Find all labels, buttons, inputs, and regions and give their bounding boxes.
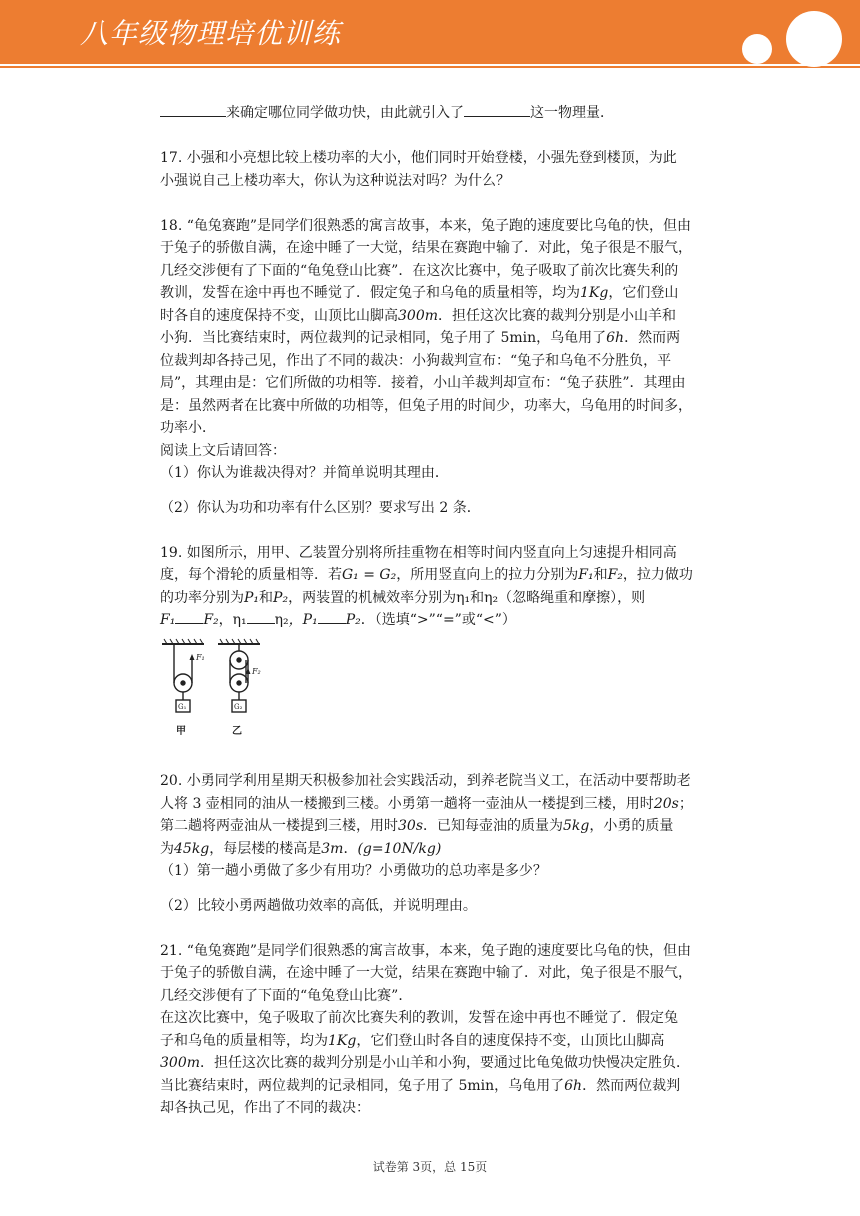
q17-line: 17. 小强和小亮想比较上楼功率的大小，他们同时开始登楼，小强先登到楼顶，为此 xyxy=(160,150,677,166)
page-content xyxy=(160,102,725,1120)
q21-line: 于兔子的骄傲自满，在途中睡了一大觉，结果在赛跑中输了．对此，兔子很是不服气， xyxy=(160,965,692,981)
text: 第二趟将两壶油从一楼提到三楼，用时 xyxy=(160,818,398,834)
q18-line: 位裁判却各持己见，作出了不同的裁决：小狗裁判宣布：“兔子和乌龟不分胜负，平 xyxy=(160,352,672,369)
math: 20s xyxy=(653,795,679,812)
text: 和 xyxy=(259,589,274,606)
question-17 xyxy=(160,147,725,192)
text: 子和乌龟的质量相等，均为 xyxy=(160,1032,328,1049)
page-footer: 试卷第 3页，总 15页 xyxy=(372,1160,488,1174)
pulley-system-jia xyxy=(174,644,192,712)
question-21 xyxy=(160,940,725,1120)
text: ．（选填“>”“=”或“<”） xyxy=(360,612,516,628)
math: 5kg xyxy=(563,818,590,834)
q20-sub-1: （1）第一趟小勇做了多少有用功？小勇做功的总功率是多少？ xyxy=(160,863,547,879)
header-large-circle xyxy=(786,11,842,67)
math: 45kg xyxy=(174,840,210,857)
text: 度，每个滑轮的质量相等．若 xyxy=(160,567,342,583)
q19-line xyxy=(160,564,725,587)
math: P₂ xyxy=(273,589,289,606)
text: η₂ xyxy=(274,612,289,628)
math: P₁ xyxy=(244,589,260,606)
text: 为 xyxy=(160,840,174,857)
q21-line xyxy=(160,1075,725,1098)
text: ．担任这次比赛的裁判分别是小山羊和小狗，要通过比龟兔做功快慢决定胜负． xyxy=(200,1055,690,1071)
math: F₂ xyxy=(607,567,623,583)
q21-line: 几经交涉便有了下面的“龟兔登山比赛”． xyxy=(160,987,413,1004)
text: ，η₁ xyxy=(218,612,247,628)
q19-line: 19. 如图所示，用甲、乙装置分别将所挂重物在相等时间内竖直向上匀速提升相同高 xyxy=(160,544,677,561)
answer-blank xyxy=(318,609,346,624)
answer-blank xyxy=(464,102,530,117)
label-g1: G₁ xyxy=(178,702,187,711)
pulley-diagram xyxy=(160,638,280,742)
q18-line: 是：虽然两者在比赛中所做的功相等，但兔子用的时间少，功率大，乌龟用的时间多， xyxy=(160,397,692,414)
q20-line xyxy=(160,793,725,816)
text: 小狗．当比赛结束时，两位裁判的记录相同，兔子用了 5min，乌龟用了 xyxy=(160,330,607,346)
q21-line: 在这次比赛中，兔子吸取了前次比赛失利的教训，发誓在途中再也不睡觉了．假定兔 xyxy=(160,1010,678,1026)
text: 人将 3 壶相同的油从一楼搬到三楼。小勇第一趟将一壶油从一楼提到三楼，用时 xyxy=(160,795,654,812)
math: F₁ xyxy=(160,612,176,628)
math: P₂ xyxy=(345,612,361,628)
text: 教训，发誓在途中再也不睡觉了．假定兔子和乌龟的质量相等，均为 xyxy=(160,285,580,301)
q18-line: 18. “龟兔赛跑”是同学们很熟悉的寓言故事，本来，兔子跑的速度要比乌龟的快，但由 xyxy=(160,217,692,234)
text: 时各自的速度保持不变，山顶比山脚高 xyxy=(160,307,398,324)
q16-tail xyxy=(160,102,725,125)
q18-line: 功率小． xyxy=(160,420,216,436)
q18-sub-1: （1）你认为谁裁决得对？并简单说明其理由． xyxy=(160,465,449,481)
q20-sub-2: （2）比较小勇两趟做功效率的高低，并说明理由。 xyxy=(160,897,477,914)
q18-line xyxy=(160,282,725,305)
q21-line: 21. “龟兔赛跑”是同学们很熟悉的寓言故事，本来，兔子跑的速度要比乌龟的快，但由 xyxy=(160,942,692,959)
header-underline xyxy=(0,66,860,68)
text: ，每层楼的楼高是 xyxy=(209,840,322,857)
ceiling-yi xyxy=(218,639,260,644)
question-19 xyxy=(160,542,725,742)
q19-line xyxy=(160,609,725,632)
text: ； xyxy=(678,795,693,812)
label-jia: 甲 xyxy=(176,725,186,737)
math: 300m xyxy=(398,307,438,324)
answer-blank xyxy=(247,609,275,624)
question-20 xyxy=(160,770,725,917)
q19-line xyxy=(160,587,725,610)
label-yi: 乙 xyxy=(232,725,242,737)
math: ，P₁ xyxy=(288,612,318,628)
math: 1Kg xyxy=(580,285,609,301)
ceiling-jia xyxy=(162,639,204,644)
math: 6h xyxy=(606,330,625,346)
math: 3m xyxy=(321,840,344,857)
text: 当比赛结束时，两位裁判的记录相同，兔子用了 5min，乌龟用了 xyxy=(160,1077,565,1094)
math: F₂ xyxy=(203,612,219,628)
q18-line: 于兔子的骄傲自满，在途中睡了一大觉，结果在赛跑中输了．对此，兔子很是不服气， xyxy=(160,240,692,256)
label-f2: F₂ xyxy=(252,666,261,676)
q20-line xyxy=(160,838,725,861)
math: 300m xyxy=(160,1055,200,1071)
q20-line: 20. 小勇同学利用星期天积极参加社会实践活动，到养老院当义工，在活动中要帮助老 xyxy=(160,773,691,789)
header-small-circle xyxy=(742,34,772,64)
q18-sub-2: （2）你认为功和功率有什么区别？要求写出 2 条． xyxy=(160,499,481,516)
text: ．然而两 xyxy=(624,330,681,346)
text: 和 xyxy=(593,567,608,583)
math: F₁ xyxy=(578,567,594,583)
q18-line xyxy=(160,305,725,328)
text: ．担任这次比赛的裁判分别是小山羊和 xyxy=(438,307,676,324)
text: 来确定哪位同学做功快，由此就引入了 xyxy=(226,105,464,121)
text: ．已知每壶油的质量为 xyxy=(423,818,563,834)
text: ．然而两位裁判 xyxy=(582,1077,681,1094)
q18-line: 局”，其理由是：它们所做的功相等．接着，小山羊裁判却宣布：“兔子获胜”．其理由 xyxy=(160,375,686,391)
text: ，拉力做功 xyxy=(622,567,693,583)
question-18 xyxy=(160,215,725,520)
q21-line xyxy=(160,1052,725,1075)
text: ，它们登山时各自的速度保持不变，山顶比山脚高 xyxy=(356,1032,665,1049)
text: ，它们登山 xyxy=(608,285,679,301)
math: 1Kg xyxy=(328,1032,357,1049)
q21-line: 却各执己见，作出了不同的裁决： xyxy=(160,1100,370,1116)
label-g2: G₂ xyxy=(234,702,243,711)
text: ． xyxy=(343,840,358,857)
math: 6h xyxy=(564,1077,583,1094)
q20-line xyxy=(160,815,725,838)
header-title: 八年级物理培优训练 xyxy=(80,17,342,50)
q18-line xyxy=(160,327,725,350)
text: ，所用竖直向上的拉力分别为 xyxy=(396,567,579,583)
answer-blank xyxy=(175,609,203,624)
pulley-system-yi xyxy=(230,644,248,712)
math: 30s xyxy=(398,818,423,834)
text: ，小勇的质量 xyxy=(589,818,674,834)
q17-line: 小强说自己上楼功率大，你认为这种说法对吗？为什么？ xyxy=(160,172,510,189)
q18-line: 阅读上文后请回答： xyxy=(160,442,286,459)
pulley-figure xyxy=(160,638,280,742)
math: (g=10N/kg) xyxy=(357,840,442,857)
text: 这一物理量． xyxy=(530,105,614,121)
label-f1: F₁ xyxy=(196,652,205,662)
math: G₁ = G₂ xyxy=(342,567,397,583)
q21-line xyxy=(160,1030,725,1053)
text: ，两装置的机械效率分别为η₁和η₂（忽略绳重和摩擦），则 xyxy=(288,589,646,606)
arrow-icon xyxy=(190,654,195,660)
text: 的功率分别为 xyxy=(160,589,244,606)
answer-blank xyxy=(160,102,226,117)
q18-line: 几经交涉便有了下面的“龟兔登山比赛”．在这次比赛中，兔子吸取了前次比赛失利的 xyxy=(160,262,679,279)
